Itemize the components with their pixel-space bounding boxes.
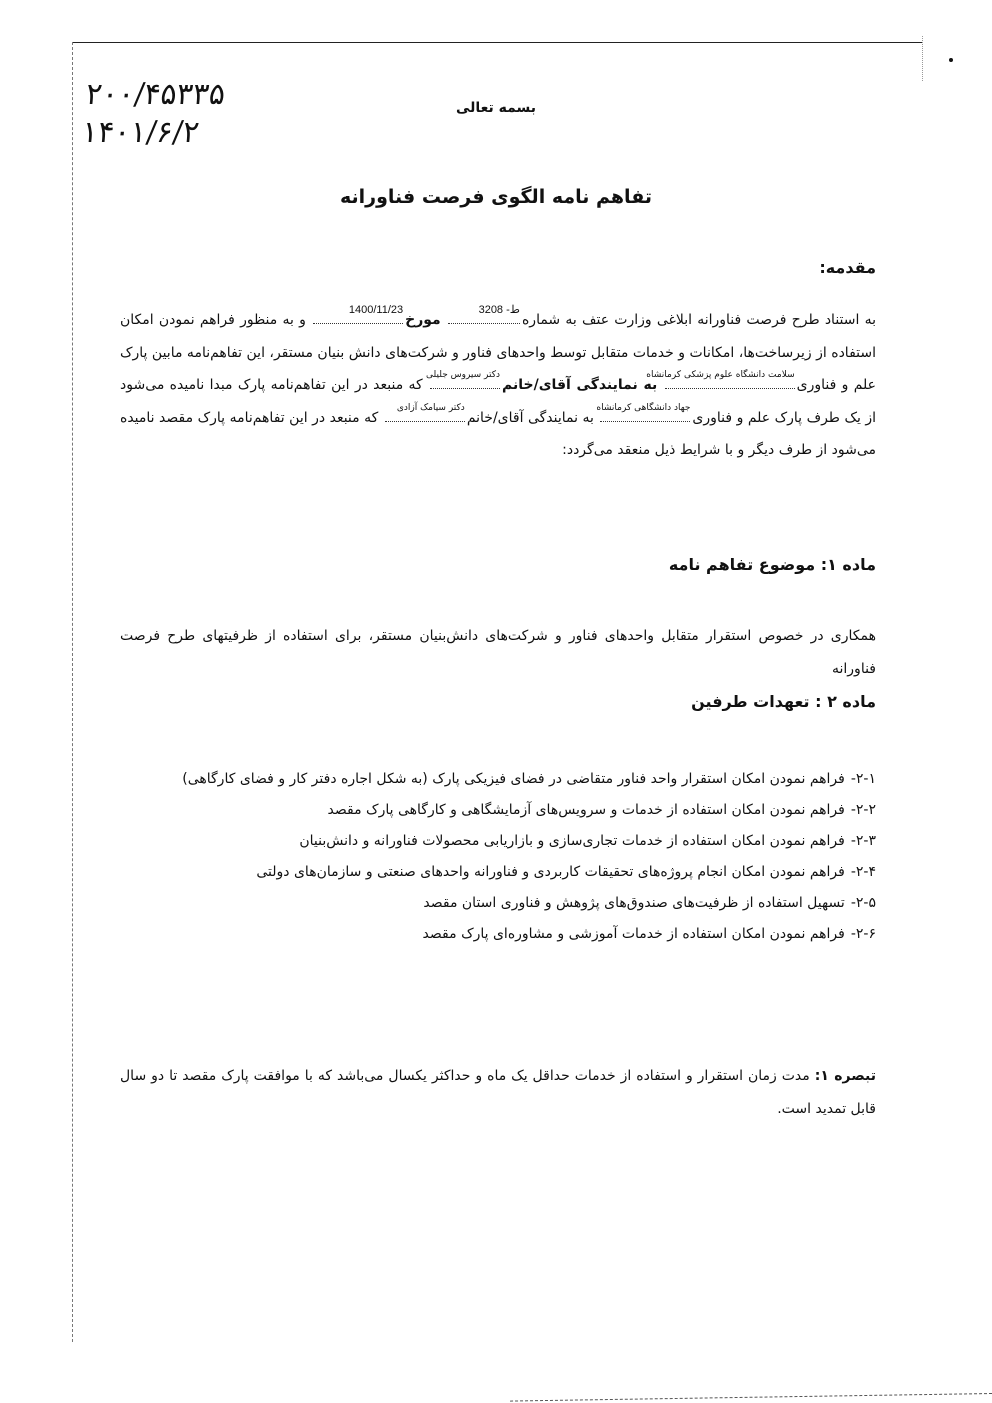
item-number: ۲-۵- xyxy=(850,895,876,911)
intro-text-g: که منبعد در این تفاهم‌نامه پارک مقصد نامیده می‌شود از طرف دیگر و با شرایط ذیل منعقد می‌گردد: xyxy=(120,409,876,458)
scan-speck xyxy=(949,58,953,62)
letter-number-field xyxy=(448,304,520,324)
handwritten-date: ۱۴۰۱/۶/۲ xyxy=(80,115,201,150)
note-1-text: مدت زمان استقرار و استفاده از خدمات حداقل یک ماه و حداکثر یکسال می‌باشد که با موافقت پارک مقصد تا دو سال قابل تمدید است. xyxy=(120,1068,876,1117)
intro-text-c: و به منظور فراهم نمودن امکان استفاده از زیرساخت‌ها، امکانات و خدمات متقابل توسط واحدهای فناور و شرکت‌های دانش بنیان مستقر، این تفاهم‌نامه مابین پارک علم و فناوری xyxy=(120,312,876,393)
article-2-list xyxy=(120,764,876,950)
letter-date: 1400/11/23 xyxy=(348,304,404,316)
intro-heading: مقدمه: xyxy=(819,258,876,277)
item-text: فراهم نمودن امکان استفاده از خدمات تجاری‌سازی و بازاریابی محصولات فناورانه و دانش‌بنیان xyxy=(299,833,845,849)
origin-park-name: سلامت دانشگاه علوم پزشکی کرمانشاه xyxy=(646,370,795,380)
destination-park-field xyxy=(596,402,691,422)
destination-rep-field xyxy=(385,402,465,422)
item-number: ۲-۲- xyxy=(850,802,876,818)
article-2-heading: ماده ۲ : تعهدات طرفین xyxy=(691,692,876,711)
item-number: ۲-۴- xyxy=(850,864,876,880)
note-1-label: تبصره ۱: xyxy=(814,1068,877,1084)
article-2-item-2 xyxy=(120,795,876,826)
item-text: فراهم نمودن امکان انجام پروژه‌های تحقیقات کاربردی و فناورانه واحدهای صنعتی و سازمان‌های دولتی xyxy=(256,864,845,880)
article-2-item-1 xyxy=(120,764,876,795)
letter-date-field xyxy=(313,304,404,324)
letter-number: ط- 3208 xyxy=(478,304,520,316)
article-1-heading: ماده ۱: موضوع تفاهم نامه xyxy=(668,555,876,574)
item-text: فراهم نمودن امکان استفاده از خدمات آموزشی و مشاوره‌ای پارک مقصد xyxy=(422,926,845,942)
article-1-body: همکاری در خصوص استقرار متقابل واحدهای فناور و شرکت‌های دانش‌بنیان مستقر، برای استفاده از ظرفیتهای طرح فرصت فناورانه xyxy=(120,628,876,677)
document-title: تفاهم نامه الگوی فرصت فناورانه xyxy=(339,186,653,208)
article-2-item-3 xyxy=(120,826,876,857)
page-border-left xyxy=(72,42,73,1342)
item-text: تسهیل استفاده از ظرفیت‌های صندوق‌های پژوهش و فناوری استان مقصد xyxy=(423,895,845,911)
origin-representative: دکتر سیروس جلیلی xyxy=(426,370,501,380)
note-1 xyxy=(120,1060,876,1125)
page-bottom-edge xyxy=(510,1393,992,1402)
intro-paragraph xyxy=(120,304,876,467)
destination-park-name: جهاد دانشگاهی کرمانشاه xyxy=(596,402,691,413)
page-border-top xyxy=(72,42,923,43)
article-2-item-6 xyxy=(120,919,876,950)
destination-representative: دکتر سیامک آزادی xyxy=(396,402,465,413)
item-number: ۲-۳- xyxy=(850,833,876,849)
intro-text-d: به نمایندگی آقای/خانم xyxy=(502,377,658,393)
handwritten-letter-number: ۲۰۰/۴۵۳۳۵ xyxy=(84,77,227,112)
origin-park-field xyxy=(646,370,795,389)
basmala: بسمه تعالی xyxy=(455,100,537,116)
item-text: فراهم نمودن امکان استفاده از خدمات و سرویس‌های آزمایشگاهی و کارگاهی پارک مقصد xyxy=(327,802,845,818)
intro-text-f: به نمایندگی آقای/خانم xyxy=(466,409,594,426)
origin-rep-field xyxy=(426,370,501,389)
article-2-item-5 xyxy=(120,888,876,919)
item-number: ۲-۶- xyxy=(850,926,876,942)
intro-text-b: مورخ xyxy=(405,312,441,328)
intro-text-e: که منبعد در این تفاهم‌نامه پارک مبدا نامیده می‌شود از یک طرف پارک علم و فناوری xyxy=(120,377,877,426)
intro-text-a: به استناد طرح فرصت فناورانه ابلاغی وزارت عتف به شماره xyxy=(521,312,877,328)
article-2-item-4 xyxy=(120,857,876,888)
item-text: فراهم نمودن امکان استقرار واحد فناور متقاضی در فضای فیزیکی پارک (به شکل اجاره دفتر کار و فضای کارگاهی) xyxy=(182,771,845,787)
page-border-right xyxy=(922,36,923,81)
item-number: ۲-۱- xyxy=(850,771,876,787)
